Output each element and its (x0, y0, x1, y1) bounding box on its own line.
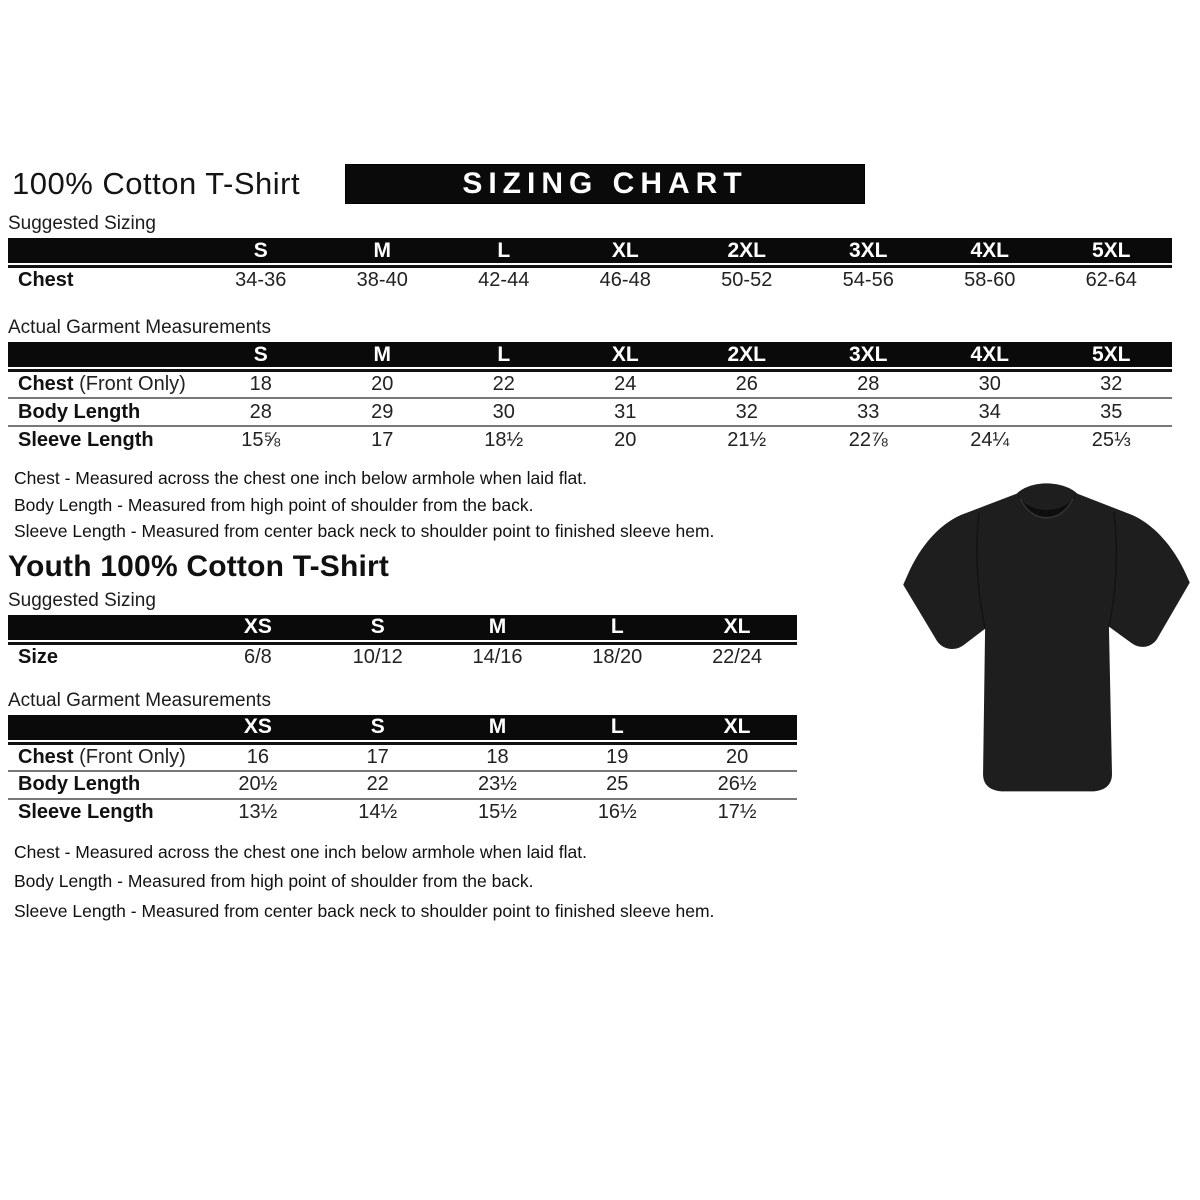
size-column-header: L (557, 715, 677, 742)
measurement-value-cell: 26½ (677, 770, 797, 798)
measurement-value-cell: 46-48 (565, 265, 687, 293)
measurement-value-cell: 22 (318, 770, 438, 798)
size-column-header: M (438, 615, 558, 642)
table-row (8, 369, 1172, 397)
size-column-header: S (318, 615, 438, 642)
sizing-chart-banner (345, 164, 865, 204)
table-corner-cell (8, 715, 198, 742)
measurement-note: Chest - Measured across the chest one inch below armhole when laid flat. (14, 841, 587, 862)
table-row (8, 265, 1172, 293)
measurement-value-cell: 15½ (438, 798, 558, 826)
sizing-table (8, 238, 1172, 293)
size-column-header: 4XL (929, 238, 1051, 265)
adult-garment-measurements-label: Actual Garment Measurements (8, 317, 271, 338)
measurement-value-cell: 22 (443, 369, 565, 397)
size-column-header: 5XL (1051, 238, 1173, 265)
size-column-header: XL (677, 715, 797, 742)
row-label: Chest (Front Only) (8, 742, 198, 770)
table-corner-cell (8, 342, 200, 369)
measurement-value-cell: 19 (557, 742, 677, 770)
measurement-value-cell: 24 (565, 369, 687, 397)
measurement-value-cell: 20½ (198, 770, 318, 798)
size-column-header: M (322, 342, 444, 369)
size-column-header: 3XL (808, 238, 930, 265)
measurement-value-cell: 18 (438, 742, 558, 770)
table-row (8, 397, 1172, 425)
size-column-header: 2XL (686, 238, 808, 265)
measurement-value-cell: 38-40 (322, 265, 444, 293)
measurement-value-cell: 30 (443, 397, 565, 425)
measurement-value-cell: 33 (808, 397, 930, 425)
measurement-value-cell: 32 (686, 397, 808, 425)
measurement-value-cell: 28 (808, 369, 930, 397)
sizing-table (8, 715, 797, 826)
table-row (8, 742, 797, 770)
measurement-value-cell: 24¼ (929, 425, 1051, 453)
page-header (8, 164, 1178, 212)
adult-suggested-sizing-table (8, 238, 1178, 293)
measurement-value-cell: 25 (557, 770, 677, 798)
size-column-header: 2XL (686, 342, 808, 369)
row-label: Sleeve Length (8, 798, 198, 826)
measurement-note: Sleeve Length - Measured from center back neck to shoulder point to finished sleeve hem. (14, 900, 715, 921)
measurement-value-cell: 21½ (686, 425, 808, 453)
size-column-header: M (322, 238, 444, 265)
measurement-value-cell: 50-52 (686, 265, 808, 293)
measurement-note: Chest - Measured across the chest one inch below armhole when laid flat. (14, 468, 587, 488)
tshirt-photo (893, 466, 1200, 816)
measurement-value-cell: 13½ (198, 798, 318, 826)
measurement-value-cell: 20 (322, 369, 444, 397)
sizing-chart-banner-label: SIZING CHART (462, 167, 748, 200)
row-label: Size (8, 642, 198, 670)
measurement-value-cell: 18/20 (557, 642, 677, 670)
size-column-header: S (318, 715, 438, 742)
row-label: Chest (8, 265, 200, 293)
measurement-value-cell: 20 (677, 742, 797, 770)
adult-garment-measurements-table (8, 342, 1178, 453)
measurement-value-cell: 25⅓ (1051, 425, 1173, 453)
row-label: Sleeve Length (8, 425, 200, 453)
table-corner-cell (8, 238, 200, 265)
measurement-value-cell: 18½ (443, 425, 565, 453)
measurement-value-cell: 23½ (438, 770, 558, 798)
measurement-value-cell: 18 (200, 369, 322, 397)
measurement-value-cell: 35 (1051, 397, 1173, 425)
measurement-note: Body Length - Measured from high point of shoulder from the back. (14, 871, 534, 891)
row-label: Body Length (8, 397, 200, 425)
size-column-header: 5XL (1051, 342, 1173, 369)
measurement-value-cell: 30 (929, 369, 1051, 397)
measurement-note: Body Length - Measured from high point of shoulder from the back. (14, 494, 534, 515)
sizing-table (8, 342, 1172, 453)
measurement-value-cell: 28 (200, 397, 322, 425)
measurement-value-cell: 34 (929, 397, 1051, 425)
measurement-value-cell: 20 (565, 425, 687, 453)
measurement-value-cell: 16 (198, 742, 318, 770)
row-label: Body Length (8, 770, 198, 798)
measurement-value-cell: 62-64 (1051, 265, 1173, 293)
measurement-value-cell: 17½ (677, 798, 797, 826)
youth-page-title: Youth 100% Cotton T-Shirt (8, 549, 390, 583)
measurement-value-cell: 32 (1051, 369, 1173, 397)
measurement-value-cell: 29 (322, 397, 444, 425)
measurement-value-cell: 17 (318, 742, 438, 770)
youth-garment-measurements-label: Actual Garment Measurements (8, 689, 271, 711)
youth-measurement-notes (8, 838, 1178, 927)
size-column-header: M (438, 715, 558, 742)
measurement-value-cell: 26 (686, 369, 808, 397)
size-column-header: 4XL (929, 342, 1051, 369)
size-column-header: XS (198, 615, 318, 642)
measurement-value-cell: 22⅞ (808, 425, 930, 453)
measurement-value-cell: 22/24 (677, 642, 797, 670)
measurement-value-cell: 58-60 (929, 265, 1051, 293)
size-column-header: S (200, 342, 322, 369)
size-column-header: L (443, 238, 565, 265)
size-column-header: XL (565, 342, 687, 369)
measurement-value-cell: 17 (322, 425, 444, 453)
size-column-header: XL (677, 615, 797, 642)
measurement-value-cell: 34-36 (200, 265, 322, 293)
measurement-value-cell: 54-56 (808, 265, 930, 293)
table-row (8, 798, 797, 826)
sizing-table (8, 615, 797, 670)
size-column-header: L (557, 615, 677, 642)
adult-suggested-sizing-label: Suggested Sizing (8, 213, 156, 234)
measurement-value-cell: 42-44 (443, 265, 565, 293)
youth-suggested-sizing-label: Suggested Sizing (8, 589, 156, 611)
row-label: Chest (Front Only) (8, 369, 200, 397)
measurement-value-cell: 16½ (557, 798, 677, 826)
measurement-value-cell: 31 (565, 397, 687, 425)
tshirt-illustration (893, 466, 1200, 816)
page-title: 100% Cotton T-Shirt (12, 166, 301, 201)
measurement-value-cell: 14½ (318, 798, 438, 826)
measurement-value-cell: 14/16 (438, 642, 558, 670)
table-corner-cell (8, 615, 198, 642)
table-row (8, 642, 797, 670)
size-column-header: XL (565, 238, 687, 265)
measurement-value-cell: 15⅝ (200, 425, 322, 453)
size-column-header: L (443, 342, 565, 369)
measurement-value-cell: 6/8 (198, 642, 318, 670)
size-column-header: S (200, 238, 322, 265)
table-row (8, 770, 797, 798)
measurement-value-cell: 10/12 (318, 642, 438, 670)
table-row (8, 425, 1172, 453)
size-column-header: 3XL (808, 342, 930, 369)
measurement-note: Sleeve Length - Measured from center back neck to shoulder point to finished sleeve hem. (14, 521, 715, 541)
tshirt-body (903, 483, 1190, 791)
size-column-header: XS (198, 715, 318, 742)
